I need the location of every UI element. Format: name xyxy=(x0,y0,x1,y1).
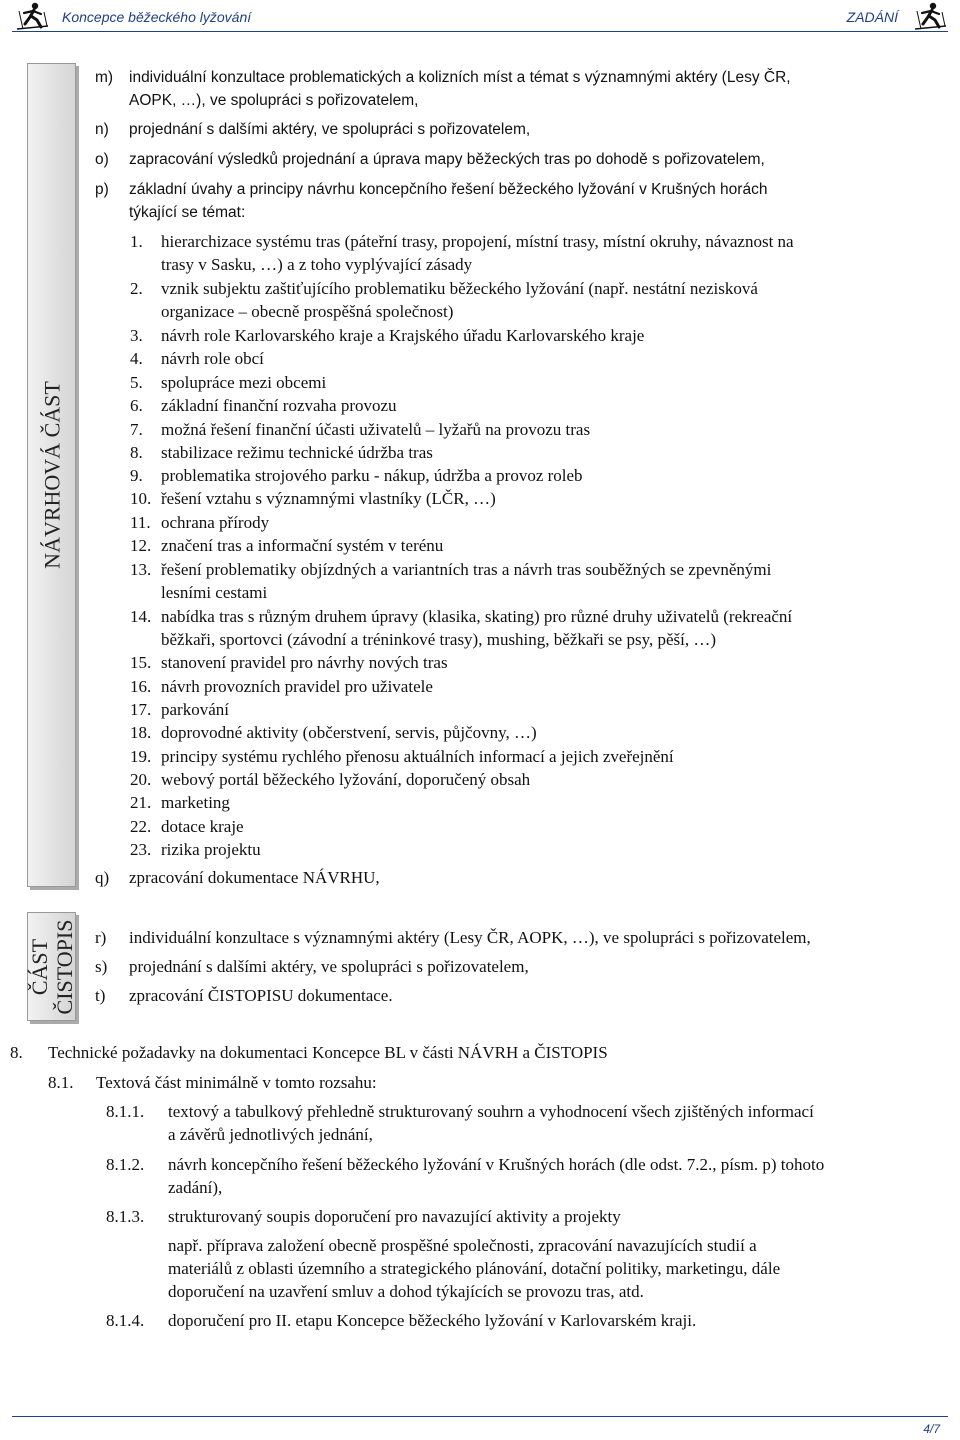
navrh-side-label-text: NÁVRHOVÁ ČÁST xyxy=(39,381,64,569)
topic-number: 20. xyxy=(130,770,152,789)
topic-number: 14. xyxy=(130,607,152,626)
topic-number: 5. xyxy=(130,373,143,392)
clause-8-1-4-line1: doporučení pro II. etapu Koncepce běžeckého lyžování v Karlovarském kraji. xyxy=(168,1311,697,1330)
topic-text: vznik subjektu zaštiťujícího problematiku běžeckého lyžování (např. nestátní nezisková xyxy=(161,279,758,298)
topic-text: návrh role obcí xyxy=(161,349,264,368)
topic-text: základní finanční rozvaha provozu xyxy=(161,396,397,415)
item-o-text: zapracování výsledků projednání a úprava mapy běžeckých tras po dohodě s pořizovatelem, xyxy=(129,151,765,168)
topic-number: 16. xyxy=(130,677,152,696)
topic-number: 22. xyxy=(130,817,152,836)
topic-text: řešení vztahu s významnými vlastníky (LČR, …) xyxy=(161,489,496,508)
topic-number: 7. xyxy=(130,420,143,439)
item-s-text: projednání s dalšími aktéry, ve spolupráci s pořizovatelem, xyxy=(129,957,529,976)
page-number: 4/7 xyxy=(923,1422,940,1436)
topic-text: webový portál běžeckého lyžování, doporučený obsah xyxy=(161,770,531,789)
item-m-line2: AOPK, …), ve spolupráci s pořizovatelem, xyxy=(129,92,419,109)
item-marker: s) xyxy=(95,957,108,976)
cistopis-side-label-text: ČÁST ČISTOPIS xyxy=(26,919,77,1014)
item-n-text: projednání s dalšími aktéry, ve spolupráci s pořizovatelem, xyxy=(129,121,531,138)
clause-8-1-2-line2: zadání), xyxy=(168,1178,223,1197)
topic-text: problematika strojového parku - nákup, údržba a provoz roleb xyxy=(161,466,583,485)
navrh-side-label xyxy=(27,63,76,887)
item-marker: p) xyxy=(95,181,109,198)
topic-number: 21. xyxy=(130,793,152,812)
item-marker: o) xyxy=(95,151,109,168)
item-q-text: zpracování dokumentace NÁVRHU, xyxy=(129,868,380,887)
topic-text: ochrana přírody xyxy=(161,513,270,532)
topic-number: 17. xyxy=(130,700,152,719)
topic-number: 12. xyxy=(130,536,152,555)
clause-8-1-3-para1: např. příprava založení obecně prospěšné společnosti, zpracování navazujících studií a xyxy=(168,1236,757,1255)
header-section: ZADÁNÍ xyxy=(846,9,898,25)
topic-text: spolupráce mezi obcemi xyxy=(161,373,327,392)
topic-number: 9. xyxy=(130,466,143,485)
topic-text: řešení problematiky objízdných a variantních tras a návrh tras souběžných se zpevněnými xyxy=(161,560,772,579)
clause-8-1-2-line1: návrh koncepčního řešení běžeckého lyžování v Krušných horách (dle odst. 7.2., písm. p) tohoto xyxy=(168,1155,825,1174)
topic-number: 1. xyxy=(130,232,143,251)
clause-8-1-3-line1: strukturovaný soupis doporučení pro navazující aktivity a projekty xyxy=(168,1207,621,1226)
clause-8-1-3-para3: doporučení na uzavření smluv a dohod týkajících se provozu tras, atd. xyxy=(168,1282,644,1301)
topic-text: doprovodné aktivity (občerstvení, servis, půjčovny, …) xyxy=(161,723,537,742)
topic-text: nabídka tras s různým druhem úpravy (klasika, skating) pro různé druhy uživatelů (rekreační xyxy=(161,607,793,626)
skier-logo-icon xyxy=(14,2,50,30)
topic-number: 4. xyxy=(130,349,143,368)
skier-logo-icon xyxy=(912,2,948,30)
clause-number: 8.1.2. xyxy=(106,1155,145,1174)
item-marker: r) xyxy=(95,928,107,947)
topic-text: možná řešení finanční účasti uživatelů – lyžařů na provozu tras xyxy=(161,420,591,439)
topic-text: stanovení pravidel pro návrhy nových tras xyxy=(161,653,448,672)
topic-text: principy systému rychlého přenosu aktuálních informací a jejich zveřejnění xyxy=(161,747,674,766)
clause-number: 8.1.1. xyxy=(106,1102,145,1121)
topic-number: 2. xyxy=(130,279,143,298)
clause-8-1-3-para2: materiálů z oblasti územního a strategického plánování, dotační politiky, marketingu, dále xyxy=(168,1259,781,1278)
topic-number: 23. xyxy=(130,840,152,859)
topic-text: návrh role Karlovarského kraje a Krajského úřadu Karlovarského kraje xyxy=(161,326,645,345)
item-marker: t) xyxy=(95,986,106,1005)
clause-number: 8.1.4. xyxy=(106,1311,145,1330)
item-p-line2: týkající se témat: xyxy=(129,204,246,221)
topic-text: stabilizace režimu technické údržba tras xyxy=(161,443,433,462)
topic-text-continuation: běžkaři, sportovci (závodní a tréninkové trasy), mushing, běžkaři se psy, pěší, …) xyxy=(161,630,717,649)
section-title: Technické požadavky na dokumentaci Koncepce BL v části NÁVRH a ČISTOPIS xyxy=(48,1043,608,1062)
item-p-line1: základní úvahy a principy návrhu koncepčního řešení běžeckého lyžování v Krušných horách xyxy=(129,181,768,198)
topic-text-continuation: trasy v Sasku, …) a z toho vyplývající zásady xyxy=(161,255,473,274)
topic-number: 18. xyxy=(130,723,152,742)
topic-text: rizika projektu xyxy=(161,840,261,859)
topic-text: parkování xyxy=(161,700,229,719)
clause-number: 8.1.3. xyxy=(106,1207,145,1226)
topic-text: návrh provozních pravidel pro uživatele xyxy=(161,677,433,696)
header-rule xyxy=(12,31,948,32)
topic-number: 10. xyxy=(130,489,152,508)
subsection-number: 8.1. xyxy=(48,1073,74,1092)
topic-text: značení tras a informační systém v terénu xyxy=(161,536,444,555)
item-r-text: individuální konzultace s významnými aktéry (Lesy ČR, AOPK, …), ve spolupráci s pořizovatelem, xyxy=(129,928,811,947)
item-m-line1: individuální konzultace problematických a kolizních míst a témat s významnými aktéry (Lesy ČR, xyxy=(129,69,791,86)
clause-8-1-1-line1: textový a tabulkový přehledně strukturovaný souhrn a vyhodnocení všech zjištěných informací xyxy=(168,1102,814,1121)
topic-number: 13. xyxy=(130,560,152,579)
topic-number: 15. xyxy=(130,653,152,672)
section-number: 8. xyxy=(10,1043,23,1062)
topic-number: 11. xyxy=(130,513,151,532)
item-t-text: zpracování ČISTOPISU dokumentace. xyxy=(129,986,393,1005)
subsection-title: Textová část minimálně v tomto rozsahu: xyxy=(96,1073,377,1092)
clause-8-1-1-line2: a závěrů jednotlivých jednání, xyxy=(168,1125,373,1144)
item-marker: n) xyxy=(95,121,109,138)
cistopis-side-label xyxy=(27,912,76,1021)
topic-number: 19. xyxy=(130,747,152,766)
topic-number: 6. xyxy=(130,396,143,415)
topic-number: 8. xyxy=(130,443,143,462)
header-title: Koncepce běžeckého lyžování xyxy=(62,9,252,25)
item-marker: q) xyxy=(95,868,110,887)
item-marker: m) xyxy=(95,69,114,86)
topic-text-continuation: organizace – obecně prospěšná společnost) xyxy=(161,302,454,321)
topic-number: 3. xyxy=(130,326,143,345)
topic-text: marketing xyxy=(161,793,230,812)
topic-text: hierarchizace systému tras (páteřní trasy, propojení, místní trasy, místní okruhy, návaznost na xyxy=(161,232,794,251)
topic-text-continuation: lesními cestami xyxy=(161,583,268,602)
topic-text: dotace kraje xyxy=(161,817,244,836)
footer-rule xyxy=(12,1416,948,1417)
